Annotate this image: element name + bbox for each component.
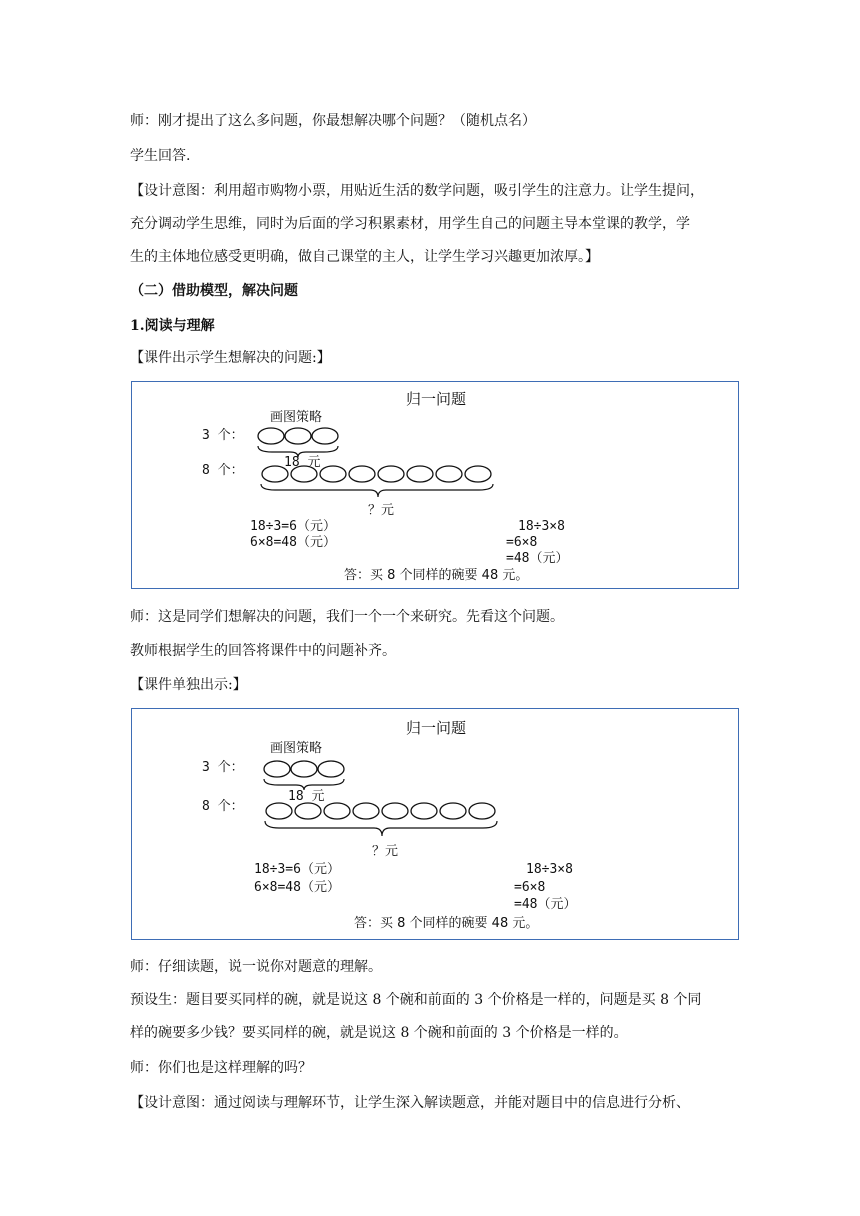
circle [407,466,433,482]
design-intent-line-2: 充分调动学生思维，同时为后面的学习积累素材，用学生自己的问题主导本堂课的教学，学 [130,216,690,232]
row-8-label: 8 个： [202,799,244,814]
brace-3-label: 18 元 [284,455,321,470]
calc-left-1: 18÷3=6（元） [254,862,340,877]
brace-8 [265,821,497,836]
circle [266,803,292,819]
circle [353,803,379,819]
circle [469,803,495,819]
circle [378,466,404,482]
circle [312,428,338,444]
figure-2 [131,708,739,940]
circle [285,428,311,444]
circle [264,761,290,777]
paragraph-teacher-complete: 教师根据学生的回答将课件中的问题补齐。 [130,643,396,659]
circle [324,803,350,819]
paragraph-teacher-confirm: 师：你们也是这样理解的吗？ [130,1060,312,1076]
figure-2-drawing [132,709,740,941]
figure-title: 归一问题 [405,390,467,408]
brace-3-label: 18 元 [288,789,325,804]
circle [382,803,408,819]
figure-answer: 答：买 8 个同样的碗要 48 元。 [354,916,539,931]
figure-caption-2: 【课件单独出示:】 [130,677,247,693]
calc-right-2: =6×8 [506,535,538,550]
figure-answer: 答：买 8 个同样的碗要 48 元。 [344,568,529,583]
circle [411,803,437,819]
figure-subtitle: 画图策略 [270,741,323,756]
paragraph-student-answer: 学生回答. [130,148,191,164]
circle [440,803,466,819]
circle [318,761,344,777]
paragraph-teacher-read: 师：仔细读题，说一说你对题意的理解。 [130,959,382,975]
calc-right-2: =6×8 [514,880,546,895]
brace-8-label: ？元 [368,503,395,518]
brace-8-label: ？元 [372,844,399,859]
row-8-circles [266,803,495,819]
calc-right-1: 18÷3×8 [518,519,565,534]
subsection-heading: 1.阅读与理解 [130,318,215,334]
calc-right-3: =48（元） [514,897,577,912]
design-intent-2-line-1: 【设计意图：通过阅读与理解环节，让学生深入解读题意，并能对题目中的信息进行分析、 [130,1095,690,1111]
figure-1-drawing [132,382,740,590]
row-3-label: 3 个： [202,760,244,775]
preset-answer-line-1: 预设生：题目要买同样的碗，就是说这 8 个碗和前面的 3 个价格是一样的，问题是买 8 个同 [130,992,702,1008]
calc-right-1: 18÷3×8 [526,862,573,877]
calc-left-1: 18÷3=6（元） [250,519,336,534]
figure-caption-1: 【课件出示学生想解决的问题:】 [130,350,331,366]
section-heading: （二）借助模型，解决问题 [130,283,298,299]
circle [291,761,317,777]
circle [436,466,462,482]
circle [258,428,284,444]
preset-answer-line-2: 样的碗要多少钱？要买同样的碗，就是说这 8 个碗和前面的 3 个价格是一样的。 [130,1025,628,1041]
calc-left-2: 6×8=48（元） [250,535,336,550]
circle [295,803,321,819]
figure-title: 归一问题 [405,719,467,737]
circle [262,466,288,482]
design-intent-line-3: 生的主体地位感受更明确，做自己课堂的主人，让学生学习兴趣更加浓厚。】 [130,249,599,265]
design-intent-line-1: 【设计意图：利用超市购物小票，用贴近生活的数学问题，吸引学生的注意力。让学生提问， [130,183,704,199]
figure-subtitle: 画图策略 [270,410,323,425]
row-8-label: 8 个： [202,463,244,478]
circle [320,466,346,482]
calc-right-3: =48（元） [506,551,569,566]
paragraph-teacher-question: 师：刚才提出了这么多问题，你最想解决哪个问题？（随机点名） [130,113,536,129]
circle [465,466,491,482]
paragraph-teacher-study: 师：这是同学们想解决的问题，我们一个一个来研究。先看这个问题。 [130,609,564,625]
row-3-circles [258,428,338,444]
row-3-label: 3 个： [202,428,244,443]
brace-8 [261,484,493,497]
circle [349,466,375,482]
figure-1 [131,381,739,589]
calc-left-2: 6×8=48（元） [254,880,340,895]
row-3-circles [264,761,344,777]
